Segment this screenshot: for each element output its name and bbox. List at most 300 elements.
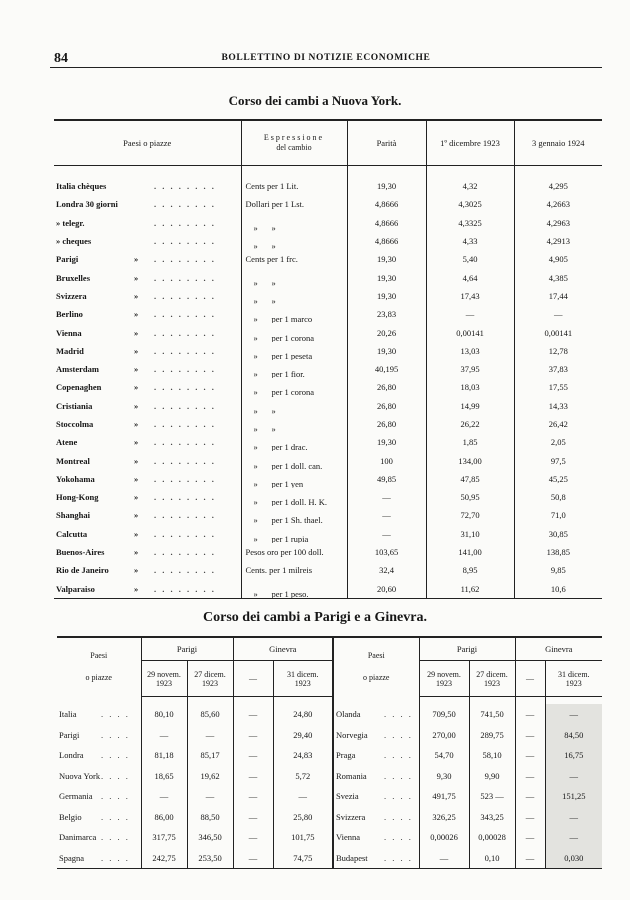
row-dec-value: 4,32 xyxy=(426,177,514,195)
ny-table-title: Corso dei cambi a Nuova York. xyxy=(228,93,402,108)
row-expression xyxy=(241,195,347,213)
row-parita: 103,65 xyxy=(347,543,426,561)
left-place-name: Nuova York xyxy=(59,770,101,781)
left-place xyxy=(57,848,141,869)
row-parita: 100 xyxy=(347,451,426,469)
expression-ditto: » xyxy=(253,497,258,507)
ny-table-row xyxy=(54,488,602,506)
row-jan-value: 71,0 xyxy=(514,506,602,524)
right-ginevra-dec31: — xyxy=(545,704,602,725)
row-dec-value: 31,10 xyxy=(426,525,514,543)
left-place-name: Belgio xyxy=(59,811,82,822)
row-dec-value: 72,70 xyxy=(426,506,514,524)
col-header-paesi: Paesi o piazze xyxy=(54,120,241,166)
row-dec-value: 4,3325 xyxy=(426,214,514,232)
place-name: Valparaiso xyxy=(56,583,95,594)
ny-table-row xyxy=(54,360,602,378)
expression-ditto: » xyxy=(253,295,258,306)
expression-text: Cents per 1 Lit. xyxy=(245,181,299,192)
ny-table-row xyxy=(54,561,602,579)
row-parita: 32,4 xyxy=(347,561,426,579)
ny-table-row xyxy=(54,397,602,415)
left-parigi-dec: 88,50 xyxy=(187,807,233,828)
row-jan-value: 14,33 xyxy=(514,397,602,415)
dot-leader: . . . . xyxy=(384,811,413,822)
col-header-espressione xyxy=(241,120,347,166)
row-parita: 20,60 xyxy=(347,580,426,599)
expression-unit: per 1 drac. xyxy=(271,442,308,452)
row-expression xyxy=(241,287,347,305)
left-ginevra-dash: — xyxy=(233,704,273,725)
row-place xyxy=(54,214,241,232)
row-expression xyxy=(241,506,347,524)
col-header-dec27-left xyxy=(187,661,233,697)
right-parigi-dec: 289,75 xyxy=(469,725,515,746)
dot-leader: . . . . . . . . xyxy=(154,492,216,503)
row-place xyxy=(54,232,241,250)
left-place-name: Spagna xyxy=(59,852,85,863)
expression-unit: per 1 fior. xyxy=(271,369,305,379)
expression-ditto: » xyxy=(253,222,258,232)
row-parita: 4,8666 xyxy=(347,214,426,232)
expression-unit: » xyxy=(271,405,276,415)
pg-table-row xyxy=(57,786,602,807)
expression-unit: per 1 yen xyxy=(271,478,304,489)
row-expression xyxy=(241,397,347,415)
place-name: Atene xyxy=(56,437,78,448)
pg-table-row xyxy=(57,827,602,848)
header-rule xyxy=(50,67,602,68)
dot-leader: . . . . xyxy=(384,832,413,843)
right-ginevra-dec31: 0,030 xyxy=(545,848,602,869)
row-place xyxy=(54,525,241,543)
row-parita: 20,26 xyxy=(347,323,426,341)
ny-table-row xyxy=(54,232,602,250)
row-jan-value: 2,05 xyxy=(514,433,602,451)
right-ginevra-dash: — xyxy=(515,807,545,828)
row-place xyxy=(54,561,241,579)
row-dec-value: 4,33 xyxy=(426,232,514,250)
dot-leader: . . . . xyxy=(101,709,130,720)
right-place-name: Vienna xyxy=(336,832,361,843)
right-ginevra-dec31: 84,50 xyxy=(545,725,602,746)
ny-table-row xyxy=(54,470,602,488)
left-parigi-nov: 80,10 xyxy=(141,704,187,725)
dot-leader: . . . . . . . . xyxy=(154,217,216,228)
row-expression xyxy=(241,323,347,341)
expression-ditto: » xyxy=(253,478,258,489)
row-place xyxy=(54,488,241,506)
place-ditto: » xyxy=(134,473,139,484)
ny-table-row xyxy=(54,451,602,469)
row-parita: 26,80 xyxy=(347,397,426,415)
right-ginevra-dec31: — xyxy=(545,827,602,848)
right-place xyxy=(333,786,419,807)
row-place xyxy=(54,323,241,341)
expression-unit: per 1 marco xyxy=(271,314,313,324)
col-header-nov29-right xyxy=(419,661,469,697)
dot-leader: . . . . . . . . xyxy=(154,364,216,375)
expression-unit: per 1 corona xyxy=(271,387,314,397)
left-parigi-dec: 346,50 xyxy=(187,827,233,848)
row-jan-value: 4,295 xyxy=(514,177,602,195)
row-place xyxy=(54,360,241,378)
dot-leader: . . . . . . . . xyxy=(154,510,216,521)
left-parigi-nov: 242,75 xyxy=(141,848,187,869)
left-ginevra-dash: — xyxy=(233,827,273,848)
place-ditto: » xyxy=(134,382,139,393)
dot-leader: . . . . xyxy=(384,791,413,802)
row-expression xyxy=(241,415,347,433)
left-parigi-dec: — xyxy=(187,725,233,746)
ny-table-row xyxy=(54,268,602,286)
row-expression xyxy=(241,433,347,451)
left-ginevra-dec31: 24,83 xyxy=(273,745,333,766)
row-jan-value: 12,78 xyxy=(514,342,602,360)
left-place-name: Germania xyxy=(59,791,93,802)
row-dec-value: 50,95 xyxy=(426,488,514,506)
row-expression xyxy=(241,543,347,561)
ny-table-row xyxy=(54,177,602,195)
row-parita: 19,30 xyxy=(347,268,426,286)
pg-table-row xyxy=(57,848,602,869)
row-parita: 19,30 xyxy=(347,177,426,195)
row-parita: — xyxy=(347,506,426,524)
row-dec-value: 18,03 xyxy=(426,378,514,396)
expression-ditto: » xyxy=(253,460,258,470)
row-jan-value: 17,44 xyxy=(514,287,602,305)
place-name: Hong-Kong xyxy=(56,492,99,503)
dot-leader: . . . . . . . . xyxy=(154,272,216,283)
expression-text: Cents per 1 frc. xyxy=(245,254,298,265)
place-name: Amsterdam xyxy=(56,364,99,375)
col-header-dec: 1º dicembre 1923 xyxy=(426,120,514,166)
ny-exchange-table xyxy=(54,119,602,599)
row-dec-value: 26,22 xyxy=(426,415,514,433)
pg-table-row xyxy=(57,745,602,766)
ny-table-row xyxy=(54,342,602,360)
row-parita: — xyxy=(347,525,426,543)
pg-table-row xyxy=(57,766,602,787)
row-parita: 49,85 xyxy=(347,470,426,488)
expression-unit: per 1 doll. can. xyxy=(271,460,323,470)
row-dec-value: 4,3025 xyxy=(426,195,514,213)
group-header-parigi-right: Parigi xyxy=(419,637,515,661)
row-place xyxy=(54,506,241,524)
right-place-name: Svizzera xyxy=(336,811,366,822)
place-ditto: » xyxy=(134,565,139,576)
row-dec-value: 13,03 xyxy=(426,342,514,360)
right-ginevra-dash: — xyxy=(515,848,545,869)
dot-leader: . . . . . . . . xyxy=(154,419,216,429)
row-parita: 19,30 xyxy=(347,287,426,305)
page-header xyxy=(50,47,602,67)
place-name: Italia chèques xyxy=(56,181,107,192)
place-name: Cristiania xyxy=(56,400,93,411)
left-parigi-dec: 253,50 xyxy=(187,848,233,869)
place-name: Parigi xyxy=(56,254,79,265)
row-place xyxy=(54,287,241,305)
row-place xyxy=(54,433,241,451)
dot-leader: . . . . xyxy=(101,770,130,781)
dot-leader: . . . . xyxy=(384,750,413,761)
date-year: 1923 xyxy=(484,678,501,688)
place-ditto: » xyxy=(134,437,139,448)
row-expression xyxy=(241,561,347,579)
expression-ditto: » xyxy=(253,588,258,599)
row-expression xyxy=(241,232,347,250)
paesi-label-right: Paesi xyxy=(367,651,385,661)
right-parigi-dec: 343,25 xyxy=(469,807,515,828)
dot-leader: . . . . . . . . xyxy=(154,309,216,320)
place-name: Copenaghen xyxy=(56,382,102,393)
expression-unit: » xyxy=(271,424,276,434)
row-expression xyxy=(241,470,347,488)
row-jan-value: 45,25 xyxy=(514,470,602,488)
col-header-espressione-line1: Espressione xyxy=(263,133,325,142)
expression-ditto: » xyxy=(253,387,258,397)
place-ditto: » xyxy=(134,290,139,301)
left-place-name: Italia xyxy=(59,709,77,720)
left-parigi-dec: 85,60 xyxy=(187,704,233,725)
place-name: Buenos-Aires xyxy=(56,547,105,558)
place-ditto: » xyxy=(134,583,139,594)
expression-unit: per 1 peseta xyxy=(271,350,313,360)
left-place xyxy=(57,725,141,746)
place-ditto: » xyxy=(134,272,139,283)
left-parigi-nov: 18,65 xyxy=(141,766,187,787)
left-place xyxy=(57,704,141,725)
right-parigi-nov: 9,30 xyxy=(419,766,469,787)
row-jan-value: 10,6 xyxy=(514,580,602,599)
row-dec-value: 4,64 xyxy=(426,268,514,286)
expression-text: Pesos oro per 100 doll. xyxy=(245,547,324,558)
expression-text: Cents. per 1 milreis xyxy=(245,565,313,576)
expression-unit: per 1 doll. H. K. xyxy=(271,497,327,507)
right-place xyxy=(333,827,419,848)
col-header-dec31-left xyxy=(273,661,333,697)
pg-table-row xyxy=(57,725,602,746)
dot-leader: . . . . . . . . xyxy=(154,382,216,393)
group-header-parigi-left: Parigi xyxy=(141,637,233,661)
left-parigi-dec: — xyxy=(187,786,233,807)
col-header-dash-right: — xyxy=(515,661,545,697)
row-jan-value: 97,5 xyxy=(514,451,602,469)
piazze-label-right: o piazze xyxy=(363,673,390,683)
right-ginevra-dec31: 151,25 xyxy=(545,786,602,807)
left-ginevra-dash: — xyxy=(233,725,273,746)
dot-leader: . . . . xyxy=(101,750,130,761)
date-year: 1923 xyxy=(202,678,218,688)
dot-leader: . . . . . . . . xyxy=(154,400,216,411)
right-place xyxy=(333,766,419,787)
expression-ditto: » xyxy=(253,369,258,379)
left-ginevra-dec31: — xyxy=(273,786,333,807)
date-year: 1923 xyxy=(565,678,582,688)
page-number: 84 xyxy=(54,51,68,66)
dot-leader: . . . . . . . . xyxy=(154,547,216,558)
row-place xyxy=(54,470,241,488)
ny-table-row xyxy=(54,543,602,561)
ny-table-row xyxy=(54,433,602,451)
date-year: 1923 xyxy=(156,678,172,688)
row-place xyxy=(54,451,241,469)
expression-unit: per 1 rupia xyxy=(271,533,309,543)
row-expression xyxy=(241,451,347,469)
expression-ditto: » xyxy=(253,332,258,342)
ny-table-row xyxy=(54,323,602,341)
row-dec-value: 134,00 xyxy=(426,451,514,469)
left-parigi-nov: 317,75 xyxy=(141,827,187,848)
piazze-label-left: o piazze xyxy=(85,673,112,683)
ny-table-row xyxy=(54,195,602,213)
expression-ditto: » xyxy=(253,442,258,452)
dot-leader: . . . . . . . . xyxy=(154,199,216,210)
right-parigi-nov: 709,50 xyxy=(419,704,469,725)
place-name: Vienna xyxy=(56,327,82,338)
place-name: Montreal xyxy=(56,455,90,466)
dot-leader: . . . . xyxy=(101,852,130,863)
col-header-paesi-right xyxy=(333,637,419,697)
row-parita: 19,30 xyxy=(347,342,426,360)
pg-table-row xyxy=(57,704,602,725)
right-place xyxy=(333,704,419,725)
expression-ditto: » xyxy=(253,241,258,251)
date-line: 29 novem. xyxy=(147,669,181,679)
right-ginevra-dash: — xyxy=(515,786,545,807)
left-ginevra-dash: — xyxy=(233,786,273,807)
row-place xyxy=(54,250,241,268)
row-dec-value: 1,85 xyxy=(426,433,514,451)
group-header-ginevra-right: Ginevra xyxy=(515,637,602,661)
left-place xyxy=(57,827,141,848)
left-parigi-nov: 86,00 xyxy=(141,807,187,828)
dot-leader: . . . . xyxy=(101,791,130,802)
dot-leader: . . . . . . . . xyxy=(154,327,216,338)
row-dec-value: 0,00141 xyxy=(426,323,514,341)
left-place xyxy=(57,786,141,807)
row-place xyxy=(54,415,241,433)
dot-leader: . . . . . . . . xyxy=(154,181,216,192)
date-year: 1923 xyxy=(294,678,311,688)
right-ginevra-dash: — xyxy=(515,725,545,746)
row-dec-value: 47,85 xyxy=(426,470,514,488)
date-line: 31 dicem. xyxy=(558,669,590,679)
row-place xyxy=(54,268,241,286)
row-parita: 4,8666 xyxy=(347,195,426,213)
left-parigi-nov: — xyxy=(141,725,187,746)
expression-unit: per 1 corona xyxy=(271,332,314,342)
dot-leader: . . . . xyxy=(101,729,130,740)
place-ditto: » xyxy=(134,345,139,356)
date-year: 1923 xyxy=(436,678,453,688)
right-place xyxy=(333,807,419,828)
expression-ditto: » xyxy=(253,405,258,415)
row-dec-value: 141,00 xyxy=(426,543,514,561)
row-expression xyxy=(241,214,347,232)
place-ditto: » xyxy=(134,364,139,375)
pg-table-title: Corso dei cambi a Parigi e a Ginevra. xyxy=(203,610,427,625)
expression-text: Dollari per 1 Lst. xyxy=(245,199,305,210)
right-parigi-nov: 270,00 xyxy=(419,725,469,746)
row-expression xyxy=(241,378,347,396)
row-dec-value: 17,43 xyxy=(426,287,514,305)
left-ginevra-dash: — xyxy=(233,807,273,828)
place-name: Svizzera xyxy=(56,290,87,301)
row-dec-value: 37,95 xyxy=(426,360,514,378)
col-header-dec31-right xyxy=(545,661,602,697)
row-parita: 23,83 xyxy=(347,305,426,323)
right-ginevra-dec31: — xyxy=(545,807,602,828)
expression-ditto: » xyxy=(253,314,258,324)
dot-leader: . . . . xyxy=(384,852,413,863)
row-place xyxy=(54,543,241,561)
left-ginevra-dec31: 5,72 xyxy=(273,766,333,787)
row-jan-value: 17,55 xyxy=(514,378,602,396)
row-dec-value: — xyxy=(426,305,514,323)
left-place xyxy=(57,745,141,766)
row-dec-value: 14,99 xyxy=(426,397,514,415)
dot-leader: . . . . . . . . xyxy=(154,236,216,247)
place-name: Rio de Janeiro xyxy=(56,565,109,576)
row-jan-value: 37,83 xyxy=(514,360,602,378)
dot-leader: . . . . xyxy=(384,709,413,720)
right-place-name: Norvegia xyxy=(336,729,368,740)
dot-leader: . . . . . . . . xyxy=(154,254,216,265)
right-ginevra-dec31: — xyxy=(545,766,602,787)
row-jan-value: 4,2663 xyxy=(514,195,602,213)
row-place xyxy=(54,177,241,195)
date-line: 27 dicem. xyxy=(194,669,226,679)
row-jan-value: 0,00141 xyxy=(514,323,602,341)
expression-ditto: » xyxy=(253,424,258,434)
row-expression xyxy=(241,305,347,323)
left-ginevra-dec31: 101,75 xyxy=(273,827,333,848)
ny-table-row xyxy=(54,214,602,232)
ny-table-row xyxy=(54,580,602,599)
col-header-espressione-line2: del cambio xyxy=(276,143,312,152)
place-ditto: » xyxy=(134,492,139,503)
row-jan-value: 4,2963 xyxy=(514,214,602,232)
dot-leader: . . . . xyxy=(101,832,130,843)
right-parigi-dec: 741,50 xyxy=(469,704,515,725)
row-expression xyxy=(241,525,347,543)
row-place xyxy=(54,305,241,323)
row-expression xyxy=(241,268,347,286)
left-parigi-dec: 85,17 xyxy=(187,745,233,766)
right-place-name: Olanda xyxy=(336,709,361,720)
row-expression xyxy=(241,580,347,599)
row-place xyxy=(54,378,241,396)
left-ginevra-dec31: 25,80 xyxy=(273,807,333,828)
row-dec-value: 5,40 xyxy=(426,250,514,268)
place-name: » telegr. xyxy=(56,217,85,228)
left-parigi-nov: 81,18 xyxy=(141,745,187,766)
expression-ditto: » xyxy=(253,350,258,360)
expression-unit: per 1 Sh. thael. xyxy=(271,515,323,525)
row-jan-value: — xyxy=(514,305,602,323)
expression-unit: » xyxy=(271,222,276,232)
row-parita: — xyxy=(347,488,426,506)
expression-ditto: » xyxy=(253,277,258,287)
row-expression xyxy=(241,177,347,195)
left-ginevra-dash: — xyxy=(233,848,273,869)
row-place xyxy=(54,342,241,360)
row-jan-value: 50,8 xyxy=(514,488,602,506)
place-ditto: » xyxy=(134,254,139,265)
left-ginevra-dec31: 74,75 xyxy=(273,848,333,869)
left-ginevra-dash: — xyxy=(233,766,273,787)
